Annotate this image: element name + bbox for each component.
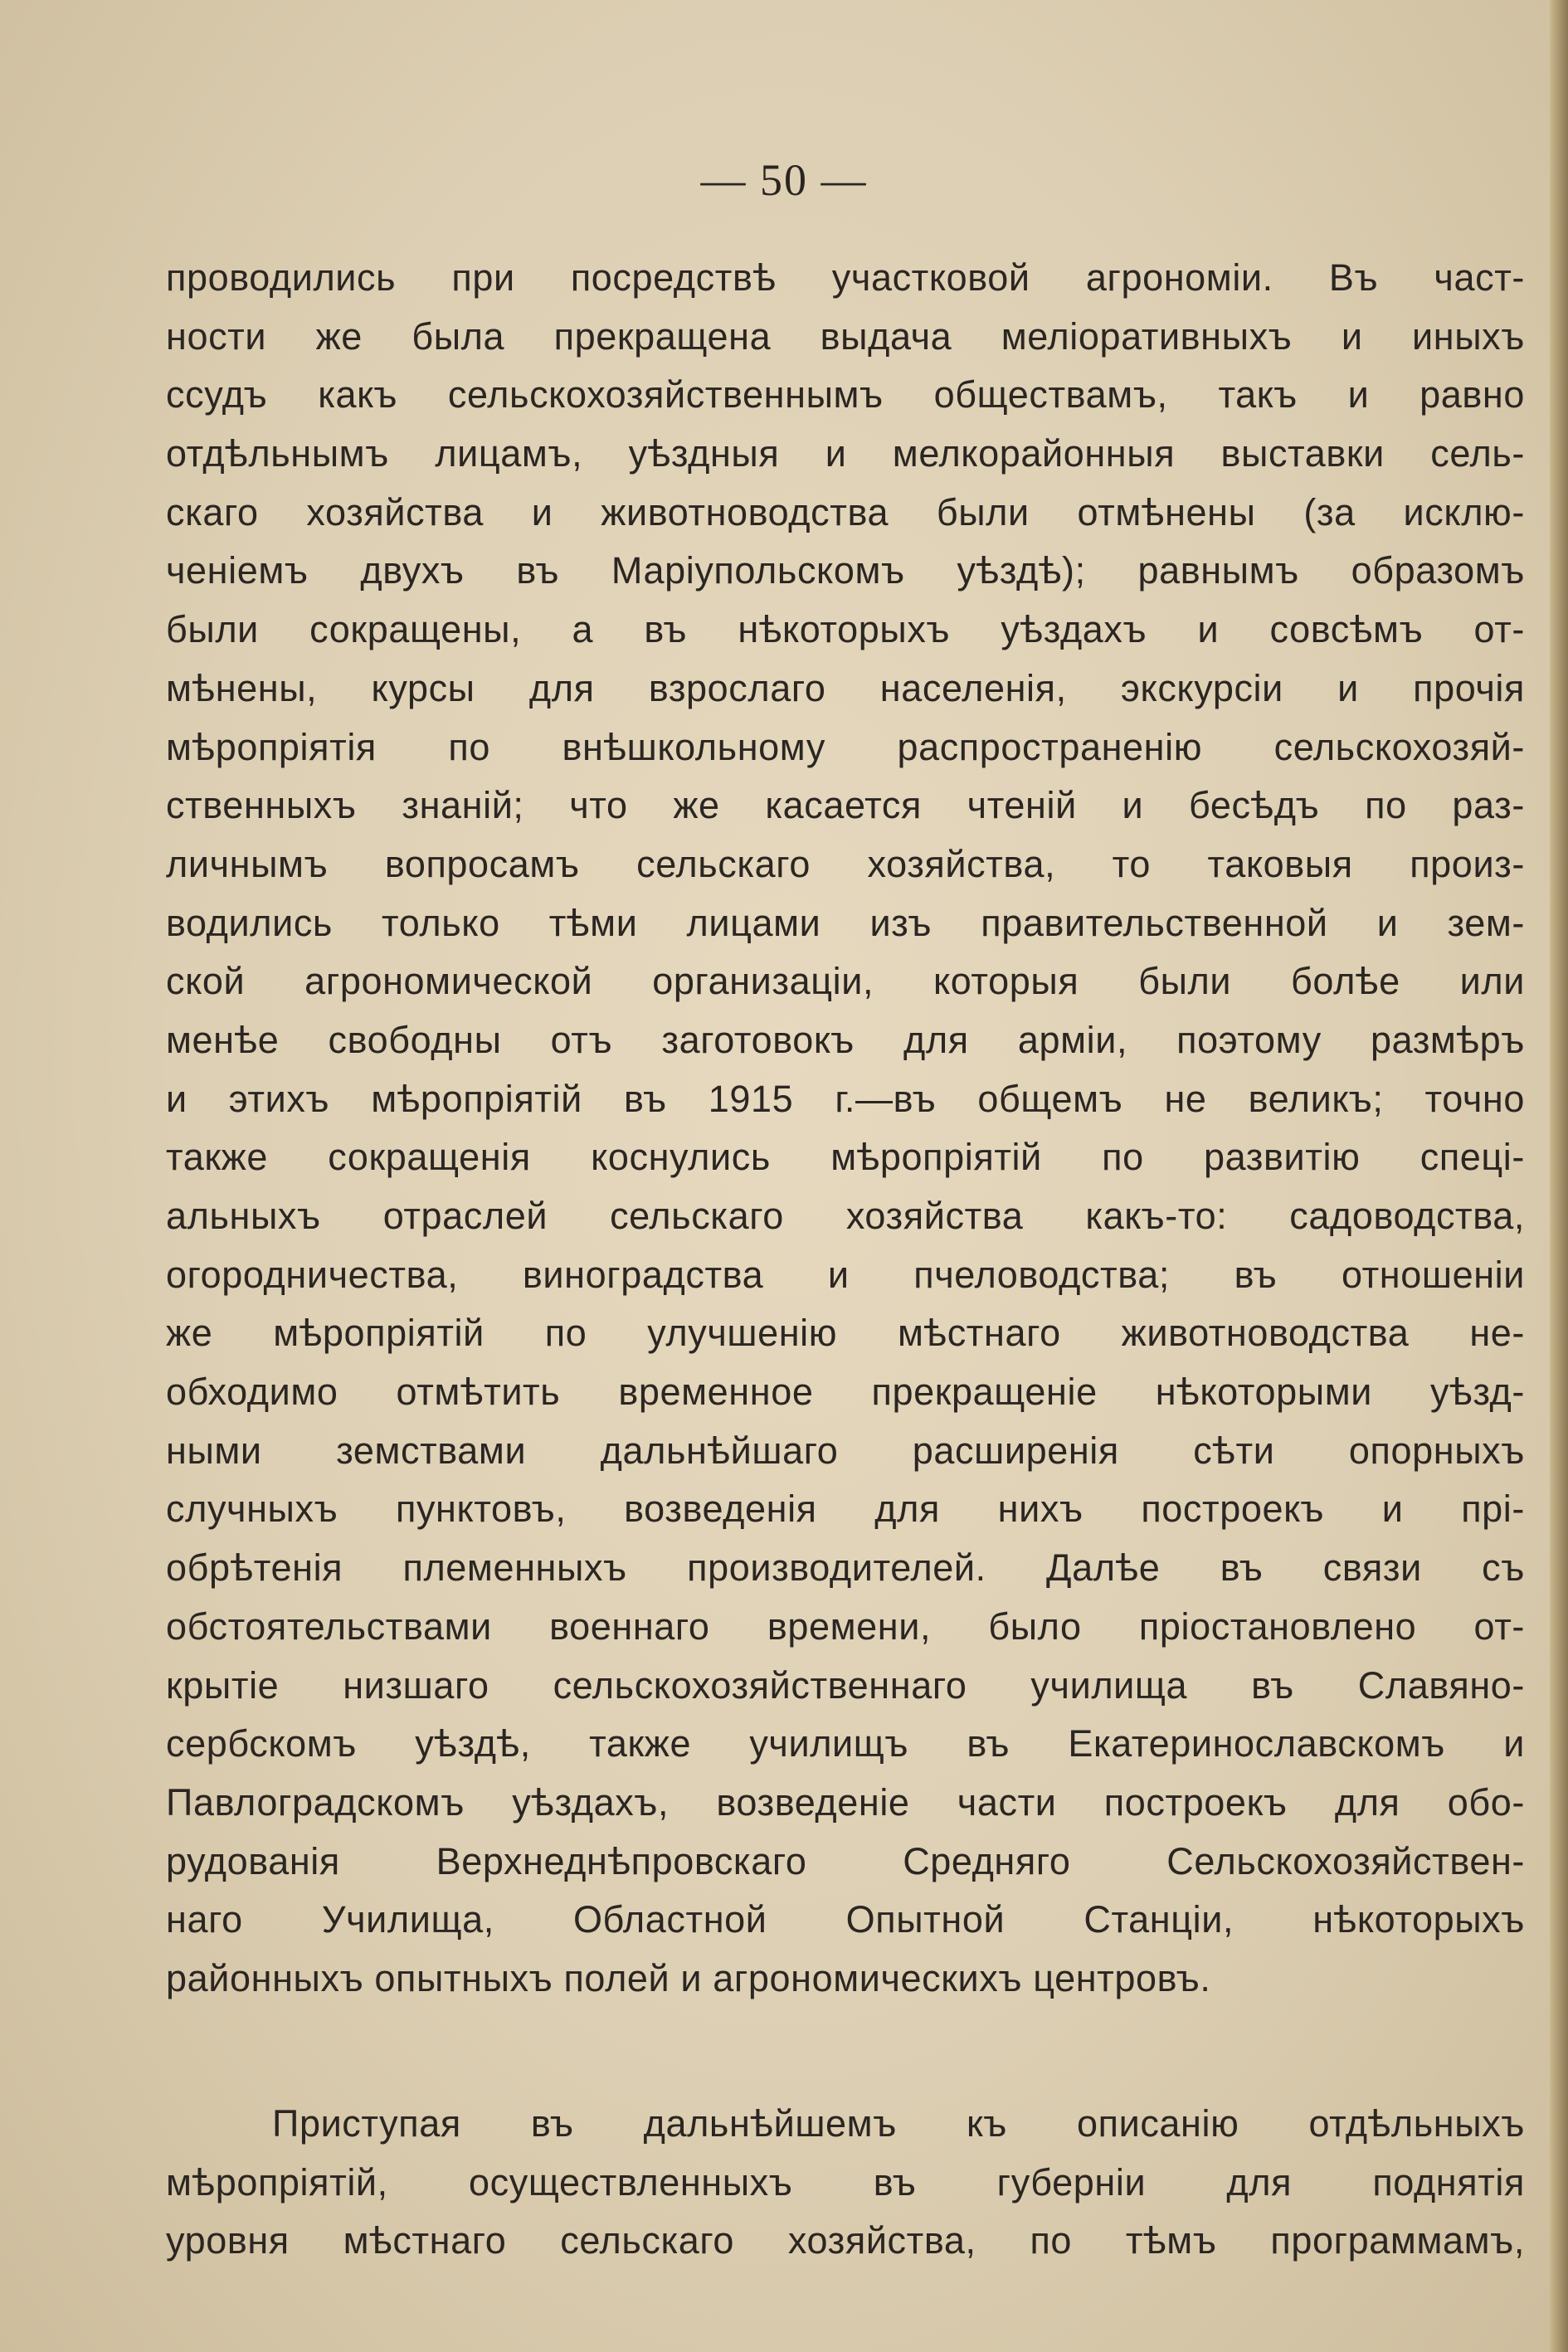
text-line: альныхъ отраслей сельскаго хозяйства какъ-то: садоводства, <box>166 1195 1525 1237</box>
text-line: сербскомъ уѣздѣ, также училищъ въ Екатеринославскомъ и <box>166 1722 1525 1765</box>
text-line: мѣропріятій, осуществленныхъ въ губерніи для поднятія <box>166 2160 1525 2203</box>
text-line: личнымъ вопросамъ сельскаго хозяйства, то таковыя произ- <box>166 842 1525 885</box>
text-line: мѣнены, курсы для взрослаго населенія, экскурсіи и прочія <box>166 666 1525 709</box>
text-line: уровня мѣстнаго сельскаго хозяйства, по тѣмъ программамъ, <box>166 2219 1525 2262</box>
text-line: рудованія Верхнеднѣпровскаго Средняго Сельскохозяйствен- <box>166 1839 1525 1882</box>
text-line: ственныхъ знаній; что же касается чтеній и бесѣдъ по раз- <box>166 784 1525 827</box>
text-line: менѣе свободны отъ заготовокъ для арміи, поэтому размѣръ <box>166 1018 1525 1061</box>
text-line: ссудъ какъ сельскохозяйственнымъ обществамъ, такъ и равно <box>166 373 1525 416</box>
paragraph-2 <box>166 2095 1525 2271</box>
text-line: огородничества, виноградства и пчеловодства; въ отношеніи <box>166 1253 1525 1296</box>
text-line: районныхъ опытныхъ полей и агрономическихъ центровъ. <box>166 1956 1211 1999</box>
text-line: ченіемъ двухъ въ Маріупольскомъ уѣздѣ); равнымъ образомъ <box>166 549 1525 592</box>
text-line: обходимо отмѣтить временное прекращеніе нѣкоторыми уѣзд- <box>166 1371 1525 1414</box>
text-line: ской агрономической организаціи, которыя были болѣе или <box>166 960 1525 1003</box>
text-line: ными земствами дальнѣйшаго расширенія сѣти опорныхъ <box>166 1429 1525 1472</box>
text-line: проводились при посредствѣ участковой агрономіи. Въ част- <box>166 256 1525 299</box>
text-line: обстоятельствами военнаго времени, было пріостановлено от- <box>166 1605 1525 1648</box>
text-line: также сокращенія коснулись мѣропріятій по развитію спеці- <box>166 1136 1525 1179</box>
text-line: ности же была прекращена выдача меліоративныхъ и иныхъ <box>166 314 1525 358</box>
text-line: крытіе низшаго сельскохозяйственнаго училища въ Славяно- <box>166 1663 1525 1707</box>
text-line: Приступая въ дальнѣйшемъ къ описанію отдѣльныхъ <box>272 2102 1525 2145</box>
text-line: отдѣльнымъ лицамъ, уѣздныя и мелкорайонныя выставки сель- <box>166 432 1525 475</box>
text-line: наго Училища, Областной Опытной Станціи, нѣкоторыхъ <box>166 1898 1525 1941</box>
page-number: — 50 — <box>700 155 868 205</box>
text-line: случныхъ пунктовъ, возведенія для нихъ построекъ и прі- <box>166 1488 1525 1531</box>
text-line: водились только тѣми лицами изъ правительственной и зем- <box>166 901 1525 944</box>
text-line: обрѣтенія племенныхъ производителей. Далѣе въ связи съ <box>166 1546 1525 1590</box>
text-line: же мѣропріятій по улучшенію мѣстнаго животноводства не- <box>166 1312 1525 1355</box>
page-edge <box>1550 0 1568 2352</box>
text-line: скаго хозяйства и животноводства были отмѣнены (за исклю- <box>166 490 1525 533</box>
text-line: мѣропріятія по внѣшкольному распространенію сельскохозяй- <box>166 725 1525 768</box>
paragraph-1 <box>166 249 1525 2009</box>
text-line: и этихъ мѣропріятій въ 1915 г.—въ общемъ не великъ; точно <box>166 1077 1525 1120</box>
text-line: Павлоградскомъ уѣздахъ, возведеніе части построекъ для обо- <box>166 1780 1525 1824</box>
text-line: были сокращены, а въ нѣкоторыхъ уѣздахъ и совсѣмъ от- <box>166 608 1525 651</box>
